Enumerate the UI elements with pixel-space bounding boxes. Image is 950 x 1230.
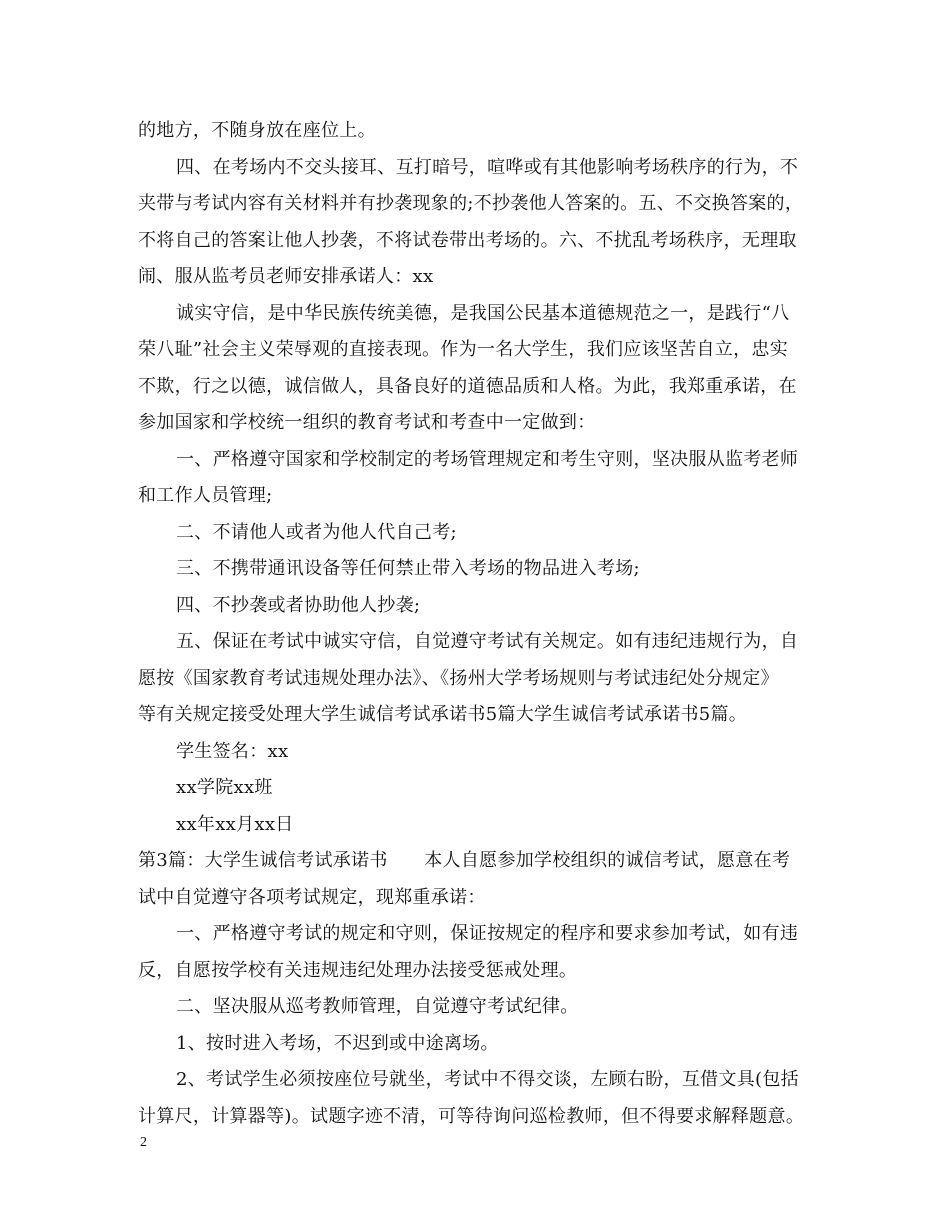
text-line: 2、考试学生必须按座位号就坐，考试中不得交谈，左顾右盼，互借文具(包括 [176,1069,799,1090]
text-line: 学生签名：xx [176,740,289,762]
text-line: 一、严格遵守考试的规定和守则，保证按规定的程序和要求参加考试，如有违 [176,923,799,944]
text-line: 诚实守信，是中华民族传统美德，是我国公民基本道德规范之一，是践行“八 [176,302,790,324]
text-line: 和工作人员管理; [138,485,273,506]
text-line: 不将自己的答案让他人抄袭，不将试卷带出考场的。六、不扰乱考场秩序，无理取 [138,229,797,251]
text-line: 试中自觉遵守各项考试规定，现郑重承诺： [138,886,486,908]
text-line: 五、保证在考试中诚实守信，自觉遵守考试有关规定。如有违纪违规行为，自 [176,631,799,652]
text-line: 四、在考场内不交头接耳、互打暗号，喧哗或有其他影响考场秩序的行为，不 [176,156,799,178]
text-line: 愿按《国家教育考试违规处理办法》、《扬州大学考场规则与考试违纪处分规定》 [138,667,779,689]
text-line: 1、按时进入考场，不迟到或中途离场。 [176,1032,499,1054]
text-line: 第3篇：大学生诚信考试承诺书 本人自愿参加学校组织的诚信考试，愿意在考 [138,850,791,871]
text-line: 反，自愿按学校有关违规违纪处理办法接受惩戒处理。 [138,959,578,981]
page-number: 2 [140,1135,147,1150]
text-line: 参加国家和学校统一组织的教育考试和考查中一定做到： [138,412,596,433]
text-line: 夹带与考试内容有关材料并有抄袭现象的;不抄袭他人答案的。五、不交换答案的， [138,193,804,214]
text-line: 的地方，不随身放在座位上。 [138,120,376,141]
text-line: 四、不抄袭或者协助他人抄袭; [176,594,421,616]
text-line: 计算尺，计算器等)。试题字迹不清，可等待询问巡检教师，但不得要求解释题意。 [138,1105,805,1127]
text-line: 不欺，行之以德，诚信做人，具备良好的道德品质和人格。为此，我郑重承诺，在 [138,375,797,397]
document-body [138,113,818,1135]
text-line: xx学院xx班 [176,777,273,798]
text-line: 二、不请他人或者为他人代自己考; [176,521,457,543]
text-line: 荣八耻”社会主义荣辱观的直接表现。作为一名大学生，我们应该坚苦自立，忠实 [138,339,788,360]
text-line: 二、坚决服从巡考教师管理，自觉遵守考试纪律。 [176,996,579,1017]
text-line: 等有关规定接受处理大学生诚信考试承诺书5篇大学生诚信考试承诺书5篇。 [138,704,748,725]
text-line: 一、严格遵守国家和学校制定的考场管理规定和考生守则，坚决服从监考老师 [176,448,799,470]
text-line: 三、不携带通讯设备等任何禁止带入考场的物品进入考场; [176,558,640,579]
text-line: xx年xx月xx日 [176,813,294,835]
text-line: 闹、服从监考员老师安排承诺人：xx [138,266,434,287]
